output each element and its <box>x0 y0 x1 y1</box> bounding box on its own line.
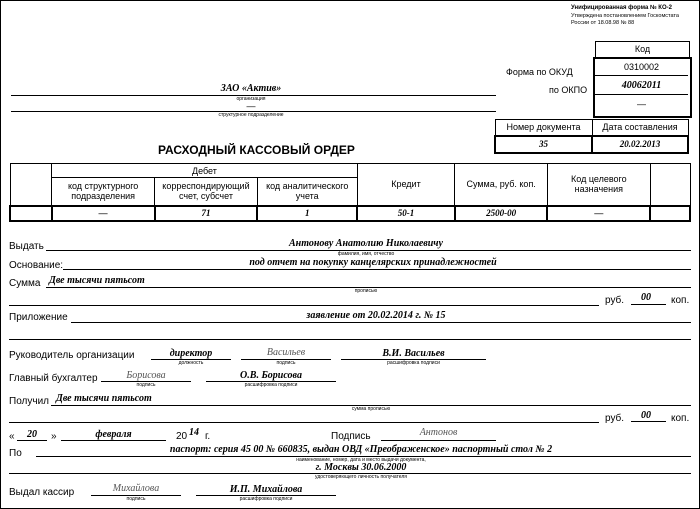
head-position: директор <box>169 348 213 359</box>
attachment-value: заявление от 20.02.2014 г. № 15 <box>306 310 446 321</box>
corr-account-value: 71 <box>155 206 258 221</box>
analytic-code-header: код аналитического учета <box>257 178 357 206</box>
department-value: — <box>246 101 256 111</box>
okpo-value: 40062011 <box>595 78 688 95</box>
date-month: февраля <box>95 429 132 440</box>
attachment-label: Приложение <box>9 312 68 323</box>
date-year-suffix: 14 <box>189 427 199 438</box>
kop-label: коп. <box>671 295 690 306</box>
head-position-caption: должность <box>178 360 204 366</box>
struct-code-header: код структурного подразделения <box>52 178 155 206</box>
chief-signature: Борисова <box>126 370 166 381</box>
received-caption: сумма прописью <box>351 406 391 412</box>
basis-label: Основание: <box>9 260 64 271</box>
head-label: Руководитель организации <box>9 350 135 361</box>
chief-accountant-label: Главный бухгалтер <box>9 373 98 384</box>
basis-value: под отчет на покупку канцелярских принадлежностей <box>249 257 497 268</box>
code-column-title: Код <box>595 41 690 58</box>
date-quote-close: » <box>51 431 57 442</box>
head-signature: Васильев <box>266 347 306 358</box>
passport-line1: паспорт: серия 45 00 № 660835, выдан ОВД «Преображенское» паспортный стол № 2 <box>169 444 553 455</box>
by-label: По <box>9 448 22 459</box>
date-year-prefix: 20 <box>176 431 188 442</box>
sum-label: Сумма <box>9 278 41 289</box>
sum-caption: прописью <box>354 288 378 294</box>
okud-label: Форма по ОКУД <box>506 67 573 77</box>
doc-date-header: Дата составления <box>592 120 688 136</box>
doc-date-value: 20.02.2013 <box>592 136 688 153</box>
credit-value: 50-1 <box>357 206 455 221</box>
issue-label: Выдать <box>9 241 44 252</box>
passport-line2: г. Москвы 30.06.2000 <box>315 462 407 473</box>
doc-number-date-table <box>494 119 689 154</box>
credit-header: Кредит <box>357 164 455 206</box>
okud-value: 0310002 <box>595 59 688 76</box>
date-day: 20 <box>27 429 37 440</box>
accounting-table <box>9 163 691 222</box>
target-code-value: — <box>547 206 650 221</box>
page-title: РАСХОДНЫЙ КАССОВЫЙ ОРДЕР <box>158 143 355 157</box>
kop-value: 00 <box>641 292 651 303</box>
passport-caption2: удостоверяющего личность получателя <box>314 474 408 480</box>
head-name-caption: расшифровка подписи <box>387 360 440 366</box>
target-code-header: Код целевого назначения <box>547 164 650 206</box>
received-words: Две тысячи пятьсот <box>56 393 152 404</box>
blank-code: — <box>637 99 646 109</box>
form-approval-date: России от 18.08.98 № 88 <box>571 20 635 26</box>
issue-recipient: Антонову Анатолию Николаевичу <box>288 238 443 249</box>
receiver-sign-label: Подпись <box>331 431 371 442</box>
received-kop-value: 00 <box>641 410 651 421</box>
organization-name: ЗАО «Актив» <box>220 83 282 94</box>
debet-header: Дебет <box>52 164 357 178</box>
chief-sign-caption: подпись <box>136 382 156 388</box>
head-name: В.И. Васильев <box>382 348 445 359</box>
form-code-line: Унифицированная форма № КО-2 <box>571 5 672 11</box>
received-kop-label: коп. <box>671 413 690 424</box>
chief-name: О.В. Борисова <box>240 370 302 381</box>
sum-value: 2500-00 <box>455 206 548 221</box>
date-year-unit: г. <box>205 431 211 442</box>
analytic-code-value: 1 <box>257 206 357 221</box>
passport-caption1: наименование, номер, дата и место выдачи документа, <box>296 457 426 463</box>
form-approval-line: Утверждена постановлением Госкомстата <box>571 13 679 19</box>
sum-header: Сумма, руб. коп. <box>455 164 548 206</box>
doc-number-header: Номер документа <box>495 120 592 136</box>
okpo-label: по ОКПО <box>549 85 588 95</box>
cashier-signature: Михайлова <box>112 483 160 494</box>
cashier-label: Выдал кассир <box>9 487 75 498</box>
sum-words: Две тысячи пятьсот <box>49 275 145 286</box>
struct-code-value: — <box>52 206 155 221</box>
head-sign-caption: подпись <box>276 360 296 366</box>
received-rub-label: руб. <box>605 413 625 424</box>
cashier-sign-caption: подпись <box>126 496 146 502</box>
date-quote-open: « <box>9 431 15 442</box>
rub-label: руб. <box>605 295 625 306</box>
organization-caption: организация <box>236 96 266 102</box>
issue-caption: фамилия, имя, отчество <box>337 251 395 257</box>
cashier-name-caption: расшифровка подписи <box>239 496 293 502</box>
cashier-name: И.П. Михайлова <box>229 484 303 495</box>
receiver-signature: Антонов <box>419 427 458 438</box>
department-caption: структурное подразделение <box>218 112 284 118</box>
doc-number-value: 35 <box>495 136 592 153</box>
corr-account-header: корреспондирующий счет, субсчет <box>155 178 258 206</box>
chief-name-caption: расшифровка подписи <box>244 382 298 388</box>
received-label: Получил <box>9 396 49 407</box>
